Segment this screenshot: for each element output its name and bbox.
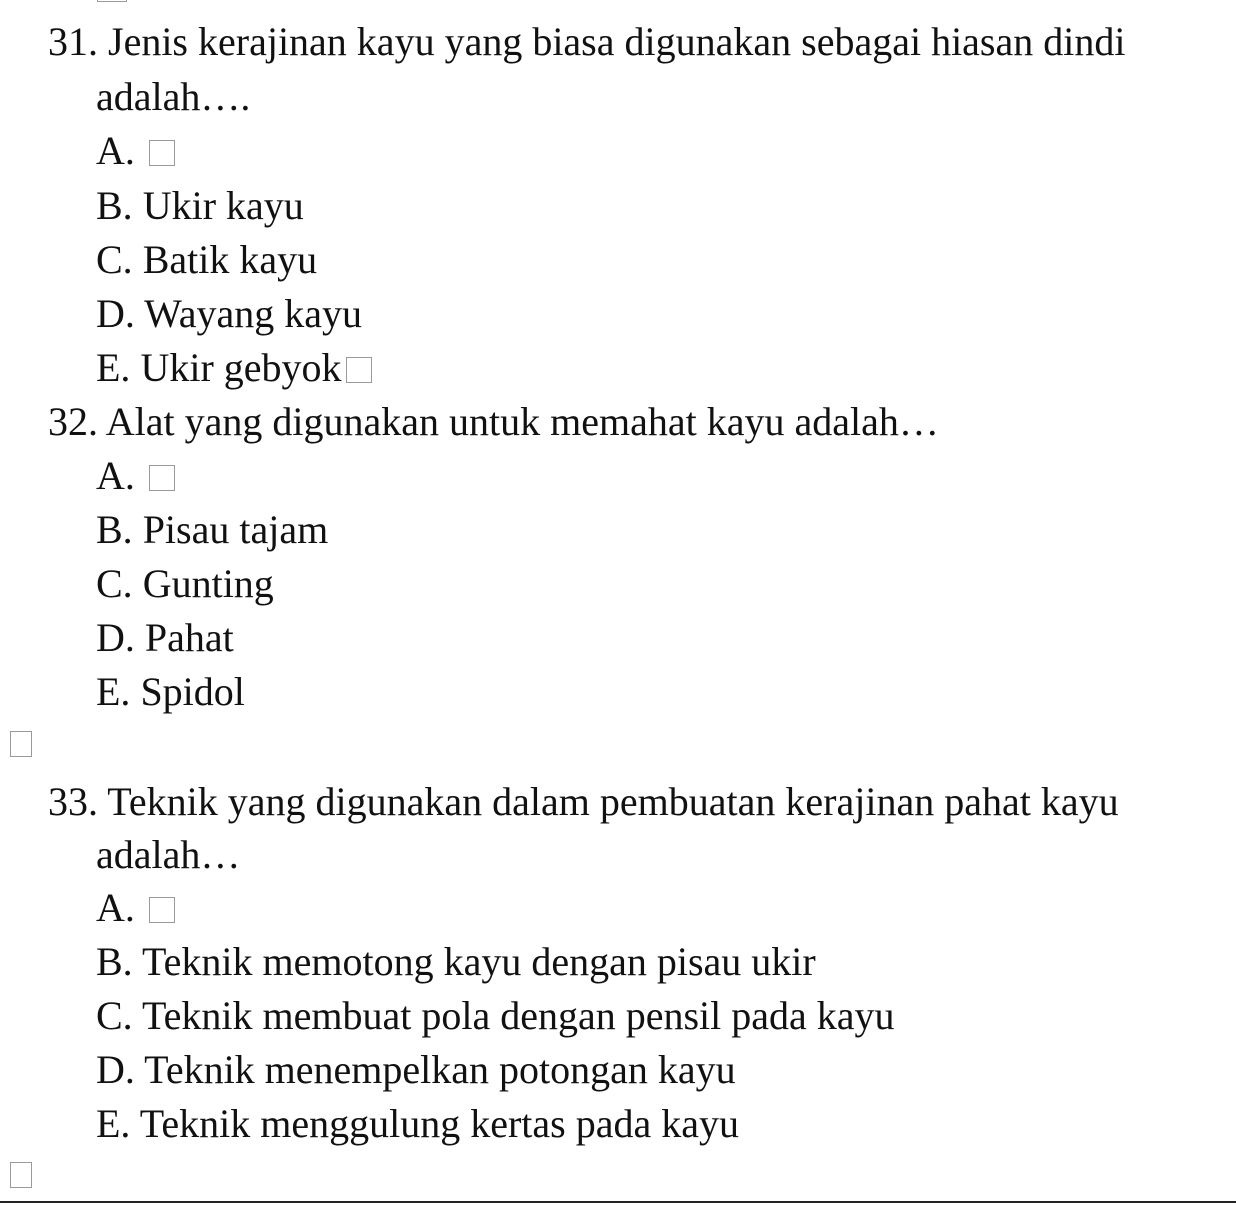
- option-letter: B.: [96, 507, 133, 552]
- question-32-option-c[interactable]: [96, 560, 274, 608]
- question-31-option-d[interactable]: [96, 290, 362, 338]
- option-text: Teknik menempelkan potongan kayu: [144, 1047, 736, 1092]
- question-number: 33.: [48, 779, 98, 824]
- question-number: 31.: [48, 19, 98, 64]
- question-31-option-a[interactable]: [96, 127, 175, 175]
- option-text: Gunting: [142, 561, 274, 606]
- question-32-option-d[interactable]: [96, 614, 234, 662]
- missing-glyph-box: [10, 731, 32, 757]
- question-text: Teknik yang digunakan dalam pembuatan kerajinan pahat kayu: [107, 779, 1119, 824]
- option-letter: A.: [96, 128, 135, 173]
- option-letter: C.: [96, 993, 133, 1038]
- question-31-stem-continuation: adalah….: [96, 74, 251, 119]
- question-text: Jenis kerajinan kayu yang biasa digunakan sebagai hiasan dindi: [108, 19, 1126, 64]
- question-33-option-b[interactable]: [96, 938, 816, 986]
- option-text: Wayang kayu: [144, 291, 362, 336]
- option-text: Ukir kayu: [142, 183, 304, 228]
- divider: [0, 1201, 1236, 1203]
- option-text: Ukir gebyok: [140, 345, 342, 390]
- question-33-option-e[interactable]: [96, 1100, 739, 1148]
- missing-glyph-box: [149, 897, 175, 923]
- option-text: Spidol: [140, 669, 245, 714]
- missing-glyph-box: [346, 357, 372, 383]
- question-33-stem-continuation: adalah…: [96, 832, 241, 877]
- question-31-option-c[interactable]: [96, 236, 317, 284]
- question-32-option-a[interactable]: [96, 452, 175, 500]
- question-32-option-e[interactable]: [96, 668, 245, 716]
- question-32-option-b[interactable]: [96, 506, 328, 554]
- option-text: Batik kayu: [142, 237, 318, 282]
- question-33-option-d[interactable]: [96, 1046, 736, 1094]
- option-text: Teknik memotong kayu dengan pisau ukir: [141, 939, 816, 984]
- question-33-option-a[interactable]: [96, 884, 175, 932]
- option-letter: D.: [96, 291, 135, 336]
- option-letter: E.: [96, 345, 131, 390]
- missing-glyph-box: [97, 0, 127, 2]
- missing-glyph-box: [10, 1162, 32, 1188]
- option-letter: B.: [96, 183, 133, 228]
- option-text: Pisau tajam: [142, 507, 329, 552]
- option-text: Teknik membuat pola dengan pensil pada kayu: [141, 993, 895, 1038]
- option-letter: C.: [96, 561, 133, 606]
- missing-glyph-box: [149, 465, 175, 491]
- question-31-option-b[interactable]: [96, 182, 304, 230]
- question-33-option-c[interactable]: [96, 992, 895, 1040]
- option-letter: D.: [96, 1047, 135, 1092]
- question-text: Alat yang digunakan untuk memahat kayu adalah…: [105, 399, 939, 444]
- missing-glyph-box: [149, 140, 175, 166]
- question-number: 32.: [48, 399, 98, 444]
- option-letter: D.: [96, 615, 135, 660]
- option-text: Pahat: [144, 615, 234, 660]
- option-letter: E.: [96, 1101, 131, 1146]
- question-31-option-e[interactable]: [96, 344, 372, 392]
- option-letter: B.: [96, 939, 133, 984]
- option-letter: A.: [96, 453, 135, 498]
- question-32-stem: [48, 398, 939, 446]
- option-letter: E.: [96, 669, 131, 714]
- option-letter: C.: [96, 237, 133, 282]
- option-text: Teknik menggulung kertas pada kayu: [139, 1101, 739, 1146]
- question-31-stem: [48, 18, 1125, 66]
- option-letter: A.: [96, 885, 135, 930]
- question-33-stem: [48, 778, 1119, 826]
